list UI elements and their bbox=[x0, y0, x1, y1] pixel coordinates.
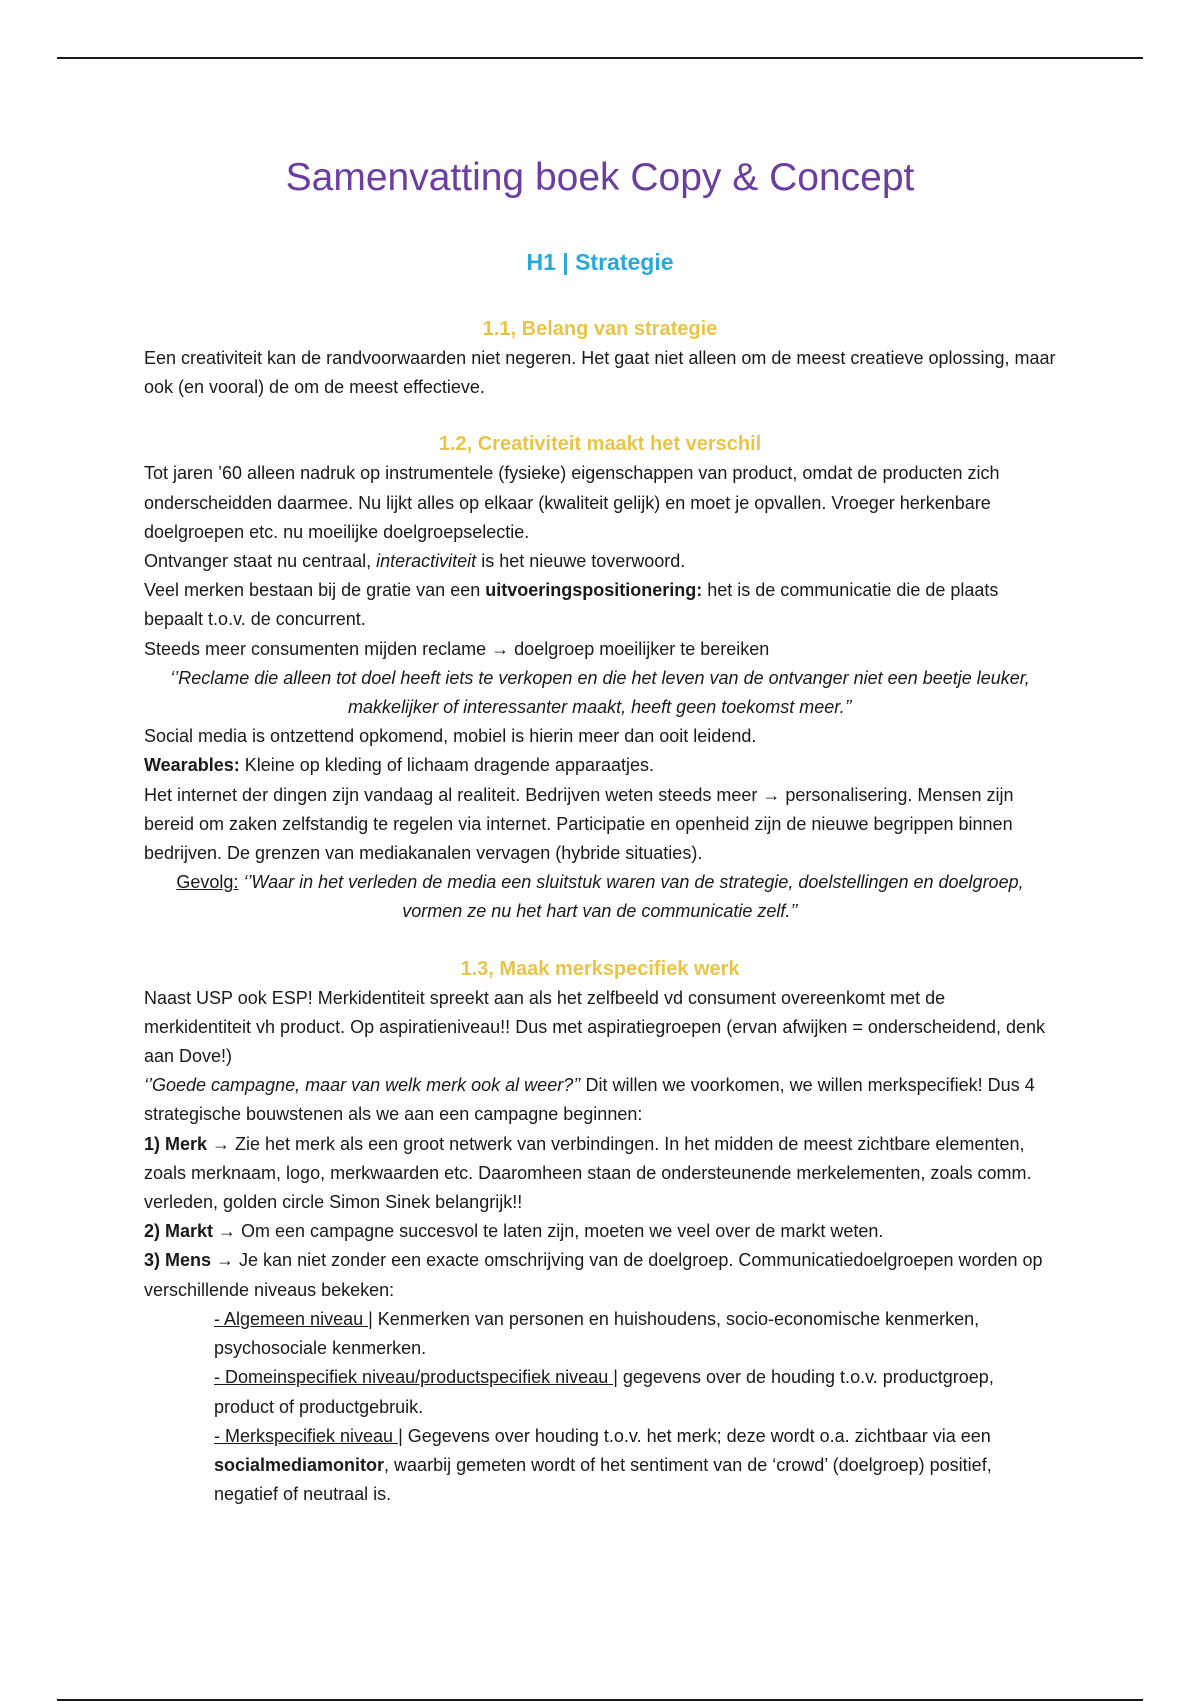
level-item: - Algemeen niveau | Kenmerken van personen en huishoudens, socio-economische kenmerken, psychosociale kenmerken. bbox=[214, 1308, 980, 1359]
level-item: - Domeinspecifiek niveau/productspecifiek niveau | gegevens over de houding t.o.v. productgroep, product of productgebruik. bbox=[214, 1367, 994, 1417]
list-item: 1) Merk → Zie het merk als een groot netwerk van verbindingen. In het midden de meest zichtbare elementen, zoals merknaam, logo, merkwaarden etc. Daaromheen staan de ondersteunende merkelementen, zoals comm. verleden, golden circle Simon Sinek belangrijk!! bbox=[144, 1133, 1032, 1213]
list-item: 3) Mens → Je kan niet zonder een exacte omschrijving van de doelgroep. Communicatiedoelgroepen worden op verschillende niveaus bekeken: bbox=[144, 1250, 1043, 1300]
paragraph: Veel merken bestaan bij de gratie van een uitvoeringspositionering: het is de communicatie die de plaats bepaalt t.o.v. de concurrent. bbox=[144, 580, 999, 630]
document-title: Samenvatting boek Copy & Concept bbox=[285, 156, 915, 199]
section-heading-1-2: 1.2, Creativiteit maakt het verschil bbox=[438, 433, 762, 456]
paragraph: Naast USP ook ESP! Merkidentiteit spreekt aan als het zelfbeeld vd consument overeenkomt met de merkidentiteit vh product. Op aspiratieniveau!! Dus met aspiratiegroepen (ervan afwijken = onderscheidend, denk aan Dove!) bbox=[144, 987, 1046, 1067]
paragraph: Wearables: Kleine op kleding of lichaam dragende apparaatjes. bbox=[144, 755, 654, 776]
arrow-right-icon: → bbox=[762, 784, 781, 805]
gevolg-quote: Gevolg: ‘’Waar in het verleden de media een sluitstuk waren van de strategie, doelstellingen en doelgroep, vormen ze nu het hart van de communicatie zelf.’’ bbox=[176, 872, 1024, 922]
arrow-right-icon: → bbox=[216, 1250, 235, 1271]
paragraph: Tot jaren ’60 alleen nadruk op instrumentele (fysieke) eigenschappen van product, omdat de producten zich onderscheidden daarmee. Nu lijkt alles op elkaar (kwaliteit gelijk) en moet je opvallen. Vroeger herkenbare doelgroepen etc. nu moeilijke doelgroepselectie. bbox=[144, 463, 1000, 542]
paragraph: Steeds meer consumenten mijden reclame → doelgroep moeilijker te bereiken bbox=[144, 638, 770, 659]
list-item: 2) Markt → Om een campagne succesvol te laten zijn, moeten we veel over de markt weten. bbox=[144, 1221, 884, 1242]
paragraph: Social media is ontzettend opkomend, mobiel is hierin meer dan ooit leidend. bbox=[144, 726, 757, 747]
arrow-right-icon: → bbox=[491, 638, 510, 659]
level-item: - Merkspecifiek niveau | Gegevens over houding t.o.v. het merk; deze wordt o.a. zichtbaar via een socialmediamonitor, waarbij gemeten wordt of het sentiment van de ‘crowd’ (doelgroep) positief, negatief of neutraal is. bbox=[214, 1425, 992, 1505]
quote: ‘’Reclame die alleen tot doel heeft iets te verkopen en die het leven van de ontvanger niet een beetje leuker, makkelijker of interessanter maakt, heeft geen toekomst meer.’’ bbox=[170, 667, 1030, 718]
paragraph: Het internet der dingen zijn vandaag al realiteit. Bedrijven weten steeds meer → personalisering. Mensen zijn bereid om zaken zelfstandig te regelen via internet. Participatie en openheid zijn de nieuwe begrippen binnen bedrijven. De grenzen van mediakanalen vervagen (hybride situaties). bbox=[144, 784, 1014, 864]
section-heading-1-3: 1.3, Maak merkspecifiek werk bbox=[460, 957, 740, 980]
paragraph: Ontvanger staat nu centraal, interactiviteit is het nieuwe toverwoord. bbox=[144, 551, 686, 572]
section-heading-1-1: 1.1, Belang van strategie bbox=[482, 318, 718, 340]
arrow-right-icon: → bbox=[218, 1221, 237, 1242]
paragraph: Een creativiteit kan de randvoorwaarden niet negeren. Het gaat niet alleen om de meest creatieve oplossing, maar ook (en vooral) de om de meest effectieve. bbox=[144, 348, 1056, 398]
document-page bbox=[144, 140, 1056, 1509]
top-rule bbox=[57, 57, 1143, 59]
paragraph: ‘’Goede campagne, maar van welk merk ook al weer?’’ Dit willen we voorkomen, we willen merkspecifiek! Dus 4 strategische bouwstenen als we aan een campagne beginnen: bbox=[144, 1075, 1035, 1125]
arrow-right-icon: → bbox=[212, 1133, 231, 1154]
chapter-heading: H1 | Strategie bbox=[526, 249, 674, 275]
